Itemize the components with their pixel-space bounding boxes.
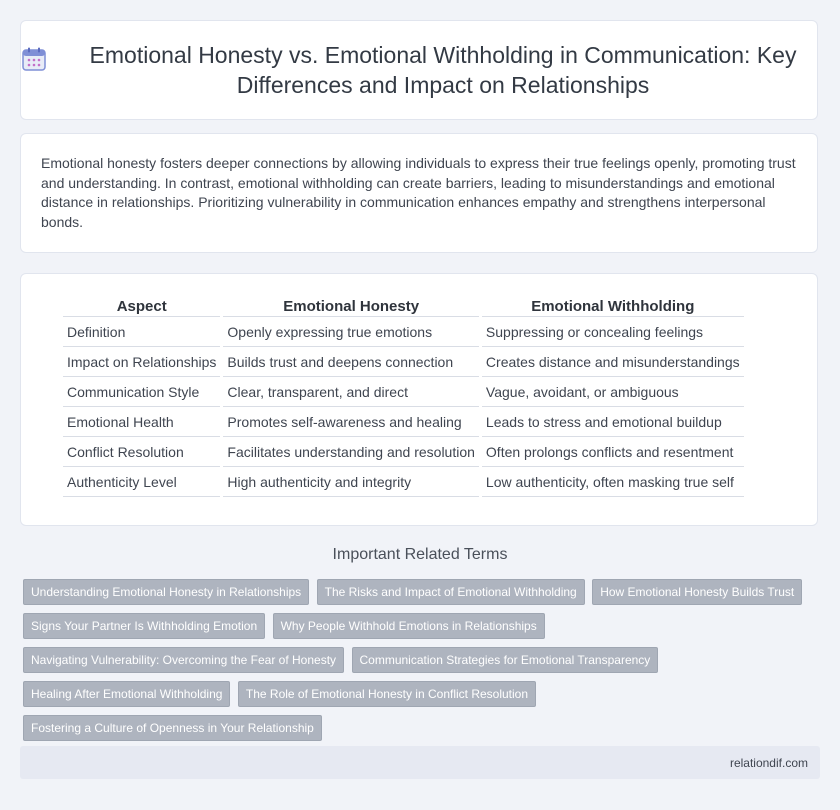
table-cell: Promotes self-awareness and healing — [223, 407, 479, 437]
column-header: Emotional Honesty — [223, 296, 479, 317]
title-card — [20, 20, 818, 120]
comparison-card — [20, 273, 818, 526]
related-terms-title: Important Related Terms — [332, 546, 508, 563]
related-term-tag[interactable]: Fostering a Culture of Openness in Your Relationship — [23, 715, 322, 741]
table-row — [63, 317, 744, 347]
table-row — [63, 437, 744, 467]
footer-site-link[interactable]: relationdif.com — [729, 756, 808, 770]
table-cell: Clear, transparent, and direct — [223, 377, 479, 407]
column-header: Aspect — [63, 296, 220, 317]
page-title: Emotional Honesty vs. Emotional Withholding in Communication: Key Differences and Impact on Relationships — [89, 42, 797, 98]
table-row — [63, 467, 744, 497]
calendar-icon — [21, 46, 47, 72]
table-cell: Low authenticity, often masking true self — [482, 467, 744, 497]
related-term-tag[interactable]: How Emotional Honesty Builds Trust — [592, 579, 802, 605]
intro-text: Emotional honesty fosters deeper connections by allowing individuals to express their true feelings openly, promoting trust and understanding. In contrast, emotional withholding can create barriers, leading to misunderstandings and emotional distance in relationships. Prioritizing vulnerability in communication enhances empathy and strengthens interpersonal bonds. — [41, 155, 796, 230]
related-terms-list — [23, 579, 823, 749]
table-cell: Creates distance and misunderstandings — [482, 347, 744, 377]
related-term-tag[interactable]: The Risks and Impact of Emotional Withholding — [317, 579, 585, 605]
table-cell: Often prolongs conflicts and resentment — [482, 437, 744, 467]
table-cell: High authenticity and integrity — [223, 467, 479, 497]
related-term-tag[interactable]: The Role of Emotional Honesty in Conflict Resolution — [238, 681, 536, 707]
table-cell: Authenticity Level — [63, 467, 220, 497]
table-cell: Emotional Health — [63, 407, 220, 437]
related-term-tag[interactable]: Communication Strategies for Emotional Transparency — [352, 647, 659, 673]
related-term-tag[interactable]: Why People Withhold Emotions in Relationships — [273, 613, 545, 639]
table-cell: Facilitates understanding and resolution — [223, 437, 479, 467]
footer — [20, 746, 820, 779]
table-cell: Vague, avoidant, or ambiguous — [482, 377, 744, 407]
table-cell: Definition — [63, 317, 220, 347]
related-term-tag[interactable]: Healing After Emotional Withholding — [23, 681, 230, 707]
table-row — [63, 347, 744, 377]
table-cell: Conflict Resolution — [63, 437, 220, 467]
table-row — [63, 377, 744, 407]
comparison-table — [60, 296, 747, 497]
table-cell: Openly expressing true emotions — [223, 317, 479, 347]
related-term-tag[interactable]: Understanding Emotional Honesty in Relationships — [23, 579, 309, 605]
table-cell: Suppressing or concealing feelings — [482, 317, 744, 347]
intro-card — [20, 133, 818, 253]
column-header: Emotional Withholding — [482, 296, 744, 317]
table-row — [63, 407, 744, 437]
table-header-row — [63, 296, 744, 317]
table-cell: Impact on Relationships — [63, 347, 220, 377]
table-cell: Leads to stress and emotional buildup — [482, 407, 744, 437]
table-cell: Communication Style — [63, 377, 220, 407]
table-cell: Builds trust and deepens connection — [223, 347, 479, 377]
related-term-tag[interactable]: Signs Your Partner Is Withholding Emotion — [23, 613, 265, 639]
related-term-tag[interactable]: Navigating Vulnerability: Overcoming the Fear of Honesty — [23, 647, 344, 673]
